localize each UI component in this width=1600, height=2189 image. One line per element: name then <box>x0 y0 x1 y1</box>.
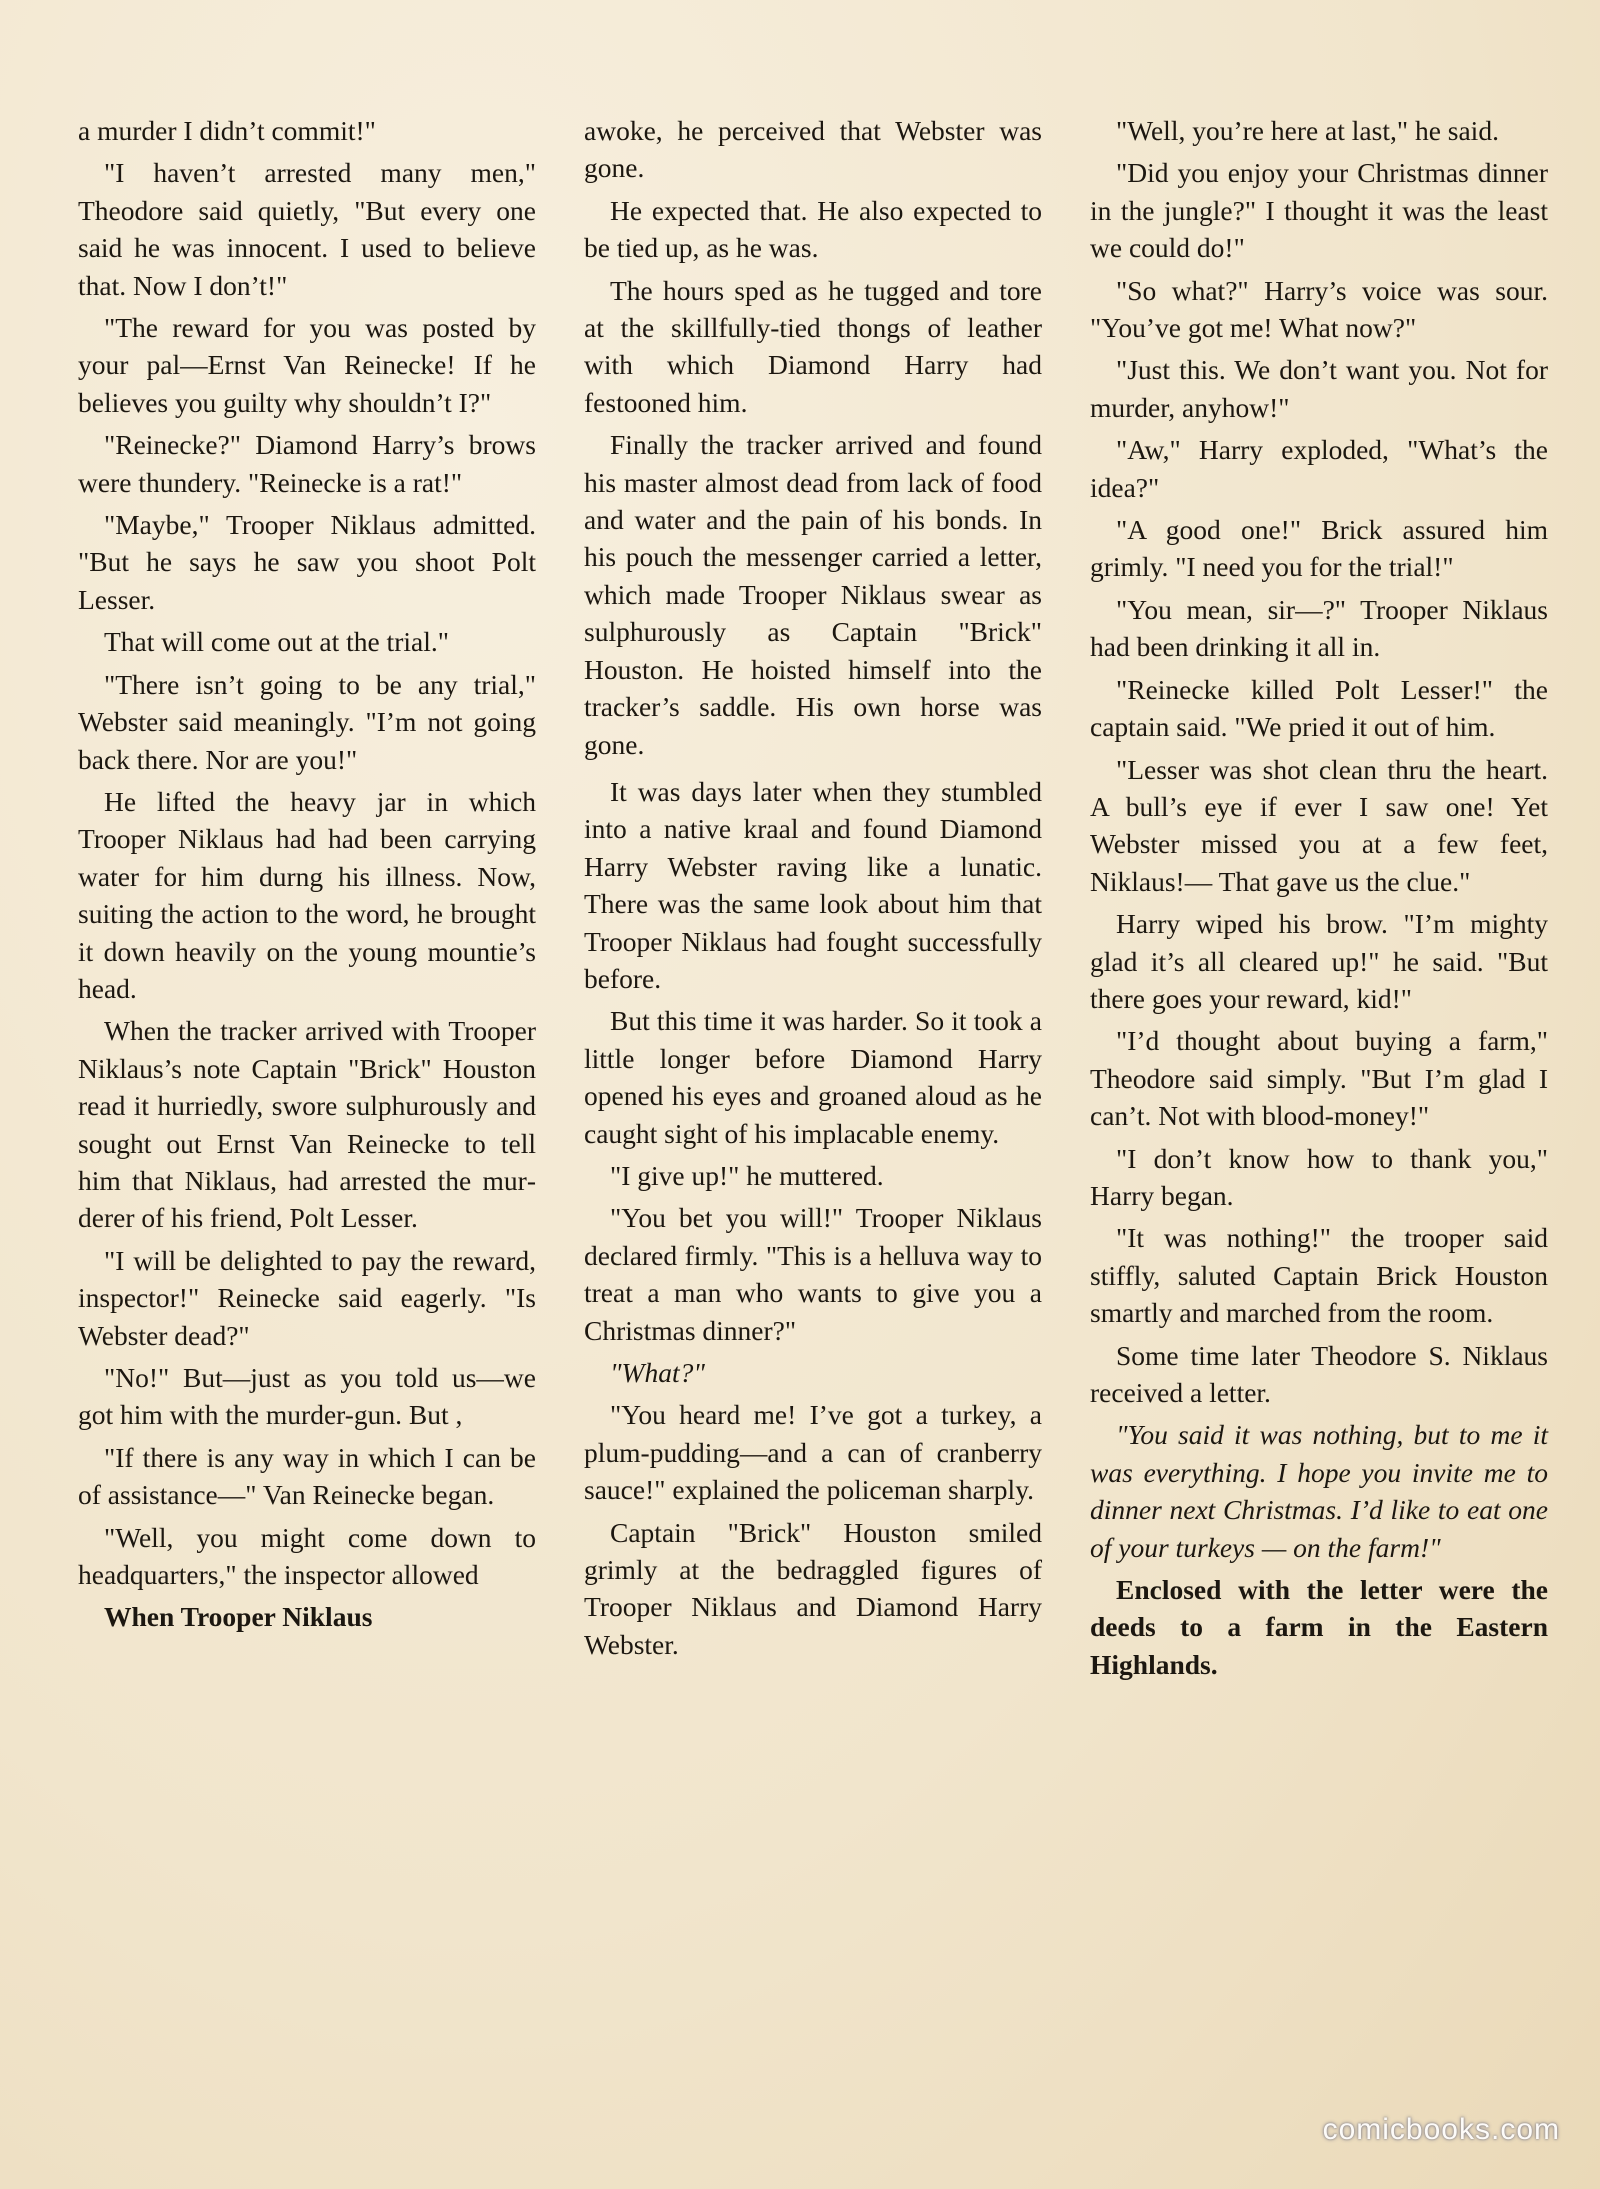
paragraph: "Well, you’re here at last," he said. <box>1116 115 1499 146</box>
paragraph: Harry wiped his brow. "I’m mighty glad it’s all cleared up!" he said. "But there goes your reward, kid!" <box>1090 908 1548 1014</box>
paragraph: When the tracker arrived with Trooper Niklaus’s note Captain "Brick" Houston read it hurriedly, swore sulphurously and sought out Ernst Van Reinecke to tell him that Niklaus, had arrested the murderer of his friend, Polt Lesser. <box>78 1015 536 1234</box>
paragraph: "If there is any way in which I can be of assistance—" Van Reinecke began. <box>78 1441 536 1511</box>
text-column-3 <box>1090 112 1548 2112</box>
paragraph: The hours sped as he tugged and tore at the skillfully-tied thongs of leather with which Diamond Harry had festooned him. <box>584 274 1042 418</box>
paragraph: "So what?" Harry’s voice was sour. "You’ve got me! What now?" <box>1090 274 1548 344</box>
paragraph: That will come out at the trial." <box>104 626 449 658</box>
paragraph: "The reward for you was posted by your pal—Ernst Van Reinecke! If he believes you guilty why shouldn’t I?" <box>78 312 536 418</box>
paragraph: It was days later when they stumbled into a native kraal and found Diamond Harry Webster raving like a lunatic. There was the same look about him that Trooper Niklaus had fought successfully before. <box>584 775 1042 994</box>
paragraph: awoke, he perceived that Webster was gone. <box>584 115 1042 184</box>
paragraph: "Did you enjoy your Christmas dinner in the jungle?" I thought it was the least we could do!" <box>1090 157 1548 264</box>
paragraph: Enclosed with the letter were the deeds to a farm in the Eastern Highlands. <box>1090 1574 1548 1680</box>
paragraph: "I will be delighted to pay the reward, inspector!" Reinecke said eagerly. "Is Webster dead?" <box>78 1244 536 1351</box>
paragraph: "A good one!" Brick assured him grimly. "I need you for the trial!" <box>1090 514 1548 583</box>
paragraph: a murder I didn’t commit!" <box>78 115 376 146</box>
paragraph: "You mean, sir—?" Trooper Niklaus had been drinking it all in. <box>1090 593 1548 663</box>
paragraph: "Just this. We don’t want you. Not for murder, anyhow!" <box>1090 354 1548 423</box>
paragraph: "I haven’t arrested many men," Theodore said quietly, "But every one said he was innocent. I used to believe that. Now I don’t!" <box>78 157 536 301</box>
paragraph: "I’d thought about buying a farm," Theodore said simply. "But I’m glad I can’t. Not with blood-money!" <box>1090 1025 1548 1132</box>
paragraph: "You heard me! I’ve got a turkey, a plum-pudding—and a can of cranberry sauce!" explained the policeman sharply. <box>584 1399 1042 1506</box>
paragraph: "Well, you might come down to headquarters," the inspector allowed <box>78 1521 536 1591</box>
paragraph: "It was nothing!" the trooper said stiffly, saluted Captain Brick Houston smartly and marched from the room. <box>1090 1222 1548 1329</box>
paragraph: "There isn’t going to be any trial," Webster said meaningly. "I’m not going back there. Nor are you!" <box>78 668 536 775</box>
paragraph: Finally the tracker arrived and found his master almost dead from lack of food and water and the pain of his bonds. In his pouch the messenger carried a letter, which made Trooper Niklaus swear as sulphurously as Captain "Brick" Houston. He hoisted himself into the tracker’s saddle. His own horse was gone. <box>584 429 1042 760</box>
paragraph: "Reinecke killed Polt Lesser!" the captain said. "We pried it out of him. <box>1090 673 1548 743</box>
text-column-1 <box>78 112 536 2112</box>
text-column-2 <box>584 112 1042 2112</box>
paragraph: He lifted the heavy jar in which Trooper Niklaus had had been carrying water for him durng his illness. Now, suiting the action to the word, he brought it down heavily on the young mountie’s head. <box>78 785 536 1004</box>
paragraph: "Maybe," Trooper Niklaus admitted. "But he says he saw you shoot Polt Lesser. <box>78 509 536 615</box>
paragraph: Captain "Brick" Houston smiled grimly at the bedraggled figures of Trooper Niklaus and Diamond Harry Webster. <box>584 1516 1042 1660</box>
paragraph: "No!" But—just as you told us—we got him with the murder-gun. But , <box>78 1362 536 1431</box>
paragraph: "Reinecke?" Diamond Harry’s brows were thundery. "Reinecke is a rat!" <box>78 429 536 498</box>
paragraph: When Trooper Niklaus <box>104 1601 373 1633</box>
paragraph: "Lesser was shot clean thru the heart. A bull’s eye if ever I saw one! Yet Webster missed you at a few feet, Niklaus!— That gave us the clue." <box>1090 753 1548 897</box>
paragraph: Some time later Theodore S. Niklaus received a letter. <box>1090 1339 1548 1408</box>
paragraph: He expected that. He also expected to be tied up, as he was. <box>584 194 1042 264</box>
paragraph: "I give up!" he muttered. <box>610 1159 884 1191</box>
paragraph: "What?" <box>610 1357 705 1388</box>
story-page <box>78 112 1548 2112</box>
letter-paragraph: "You said it was nothing, but to me it was everything. I hope you invite me to dinner next Christmas. I’d like to eat one of your turkeys — on the farm!" <box>1090 1419 1548 1563</box>
paragraph: "You bet you will!" Trooper Niklaus declared firmly. "This is a helluva way to treat a man who wants to give you a Christmas dinner?" <box>584 1202 1042 1346</box>
paragraph: But this time it was harder. So it took a little longer before Diamond Harry opened his eyes and groaned aloud as he caught sight of his implacable enemy. <box>584 1005 1042 1149</box>
paragraph: "I don’t know how to thank you," Harry began. <box>1090 1142 1548 1211</box>
paragraph: "Aw," Harry exploded, "What’s the idea?" <box>1090 434 1548 503</box>
site-watermark: comicbooks.com <box>1322 2113 1560 2146</box>
